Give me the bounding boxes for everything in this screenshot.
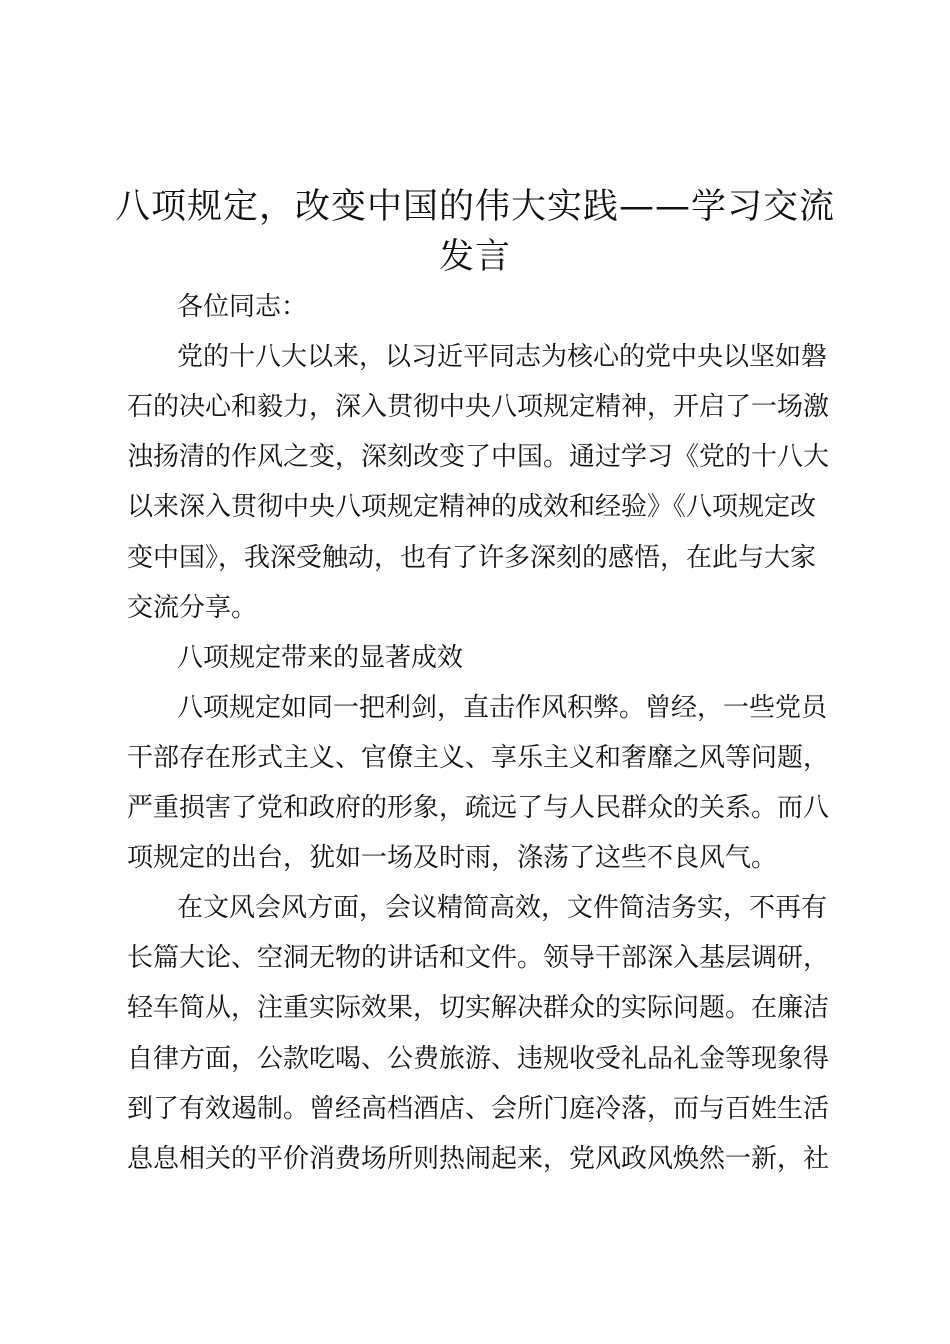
body-line: 以来深入贯彻中央八项规定精神的成效和经验》《八项规定改 (127, 492, 817, 523)
body-line: 项规定的出台，犹如一场及时雨，涤荡了这些不良风气。 (127, 843, 778, 874)
body-line: 严重损害了党和政府的形象，疏远了与人民群众的关系。而八 (127, 793, 830, 823)
body-line: 干部存在形式主义、官僚主义、享乐主义和奢靡之风等问题， (127, 742, 830, 773)
body-line: 息息相关的平价消费场所则热闹起来，党风政风焕然一新，社 (127, 1143, 830, 1174)
body-line: 自律方面，公款吃喝、公费旅游、违规收受礼品礼金等现象得 (127, 1043, 830, 1074)
title-line-1: 八项规定，改变中国的伟大实践——学习交流 (114, 187, 835, 227)
body-line: 浊扬清的作风之变，深刻改变了中国。通过学习《党的十八大 (127, 442, 830, 473)
body-line: 石的决心和毅力，深入贯彻中央八项规定精神，开启了一场激 (127, 392, 830, 423)
body-line: 八项规定带来的显著成效 (177, 642, 464, 673)
body-line: 交流分享。 (127, 592, 258, 623)
body-line: 到了有效遏制。曾经高档酒店、会所门庭冷落，而与百姓生活 (127, 1093, 830, 1124)
document-title (100, 182, 850, 282)
body-line: 党的十八大以来，以习近平同志为核心的党中央以坚如磐 (177, 342, 828, 373)
body-line: 八项规定如同一把利剑，直击作风积弊。曾经，一些党员 (177, 692, 828, 723)
title-line-2: 发言 (438, 237, 511, 277)
body-line: 在文风会风方面，会议精简高效，文件简洁务实，不再有 (177, 893, 828, 924)
body-line: 轻车简从，注重实际效果，切实解决群众的实际问题。在廉洁 (127, 993, 830, 1024)
body-line: 各位同志： (177, 292, 308, 322)
body-line: 长篇大论、空洞无物的讲话和文件。领导干部深入基层调研， (127, 943, 830, 974)
body-line: 变中国》，我深受触动，也有了许多深刻的感悟，在此与大家 (127, 542, 817, 573)
